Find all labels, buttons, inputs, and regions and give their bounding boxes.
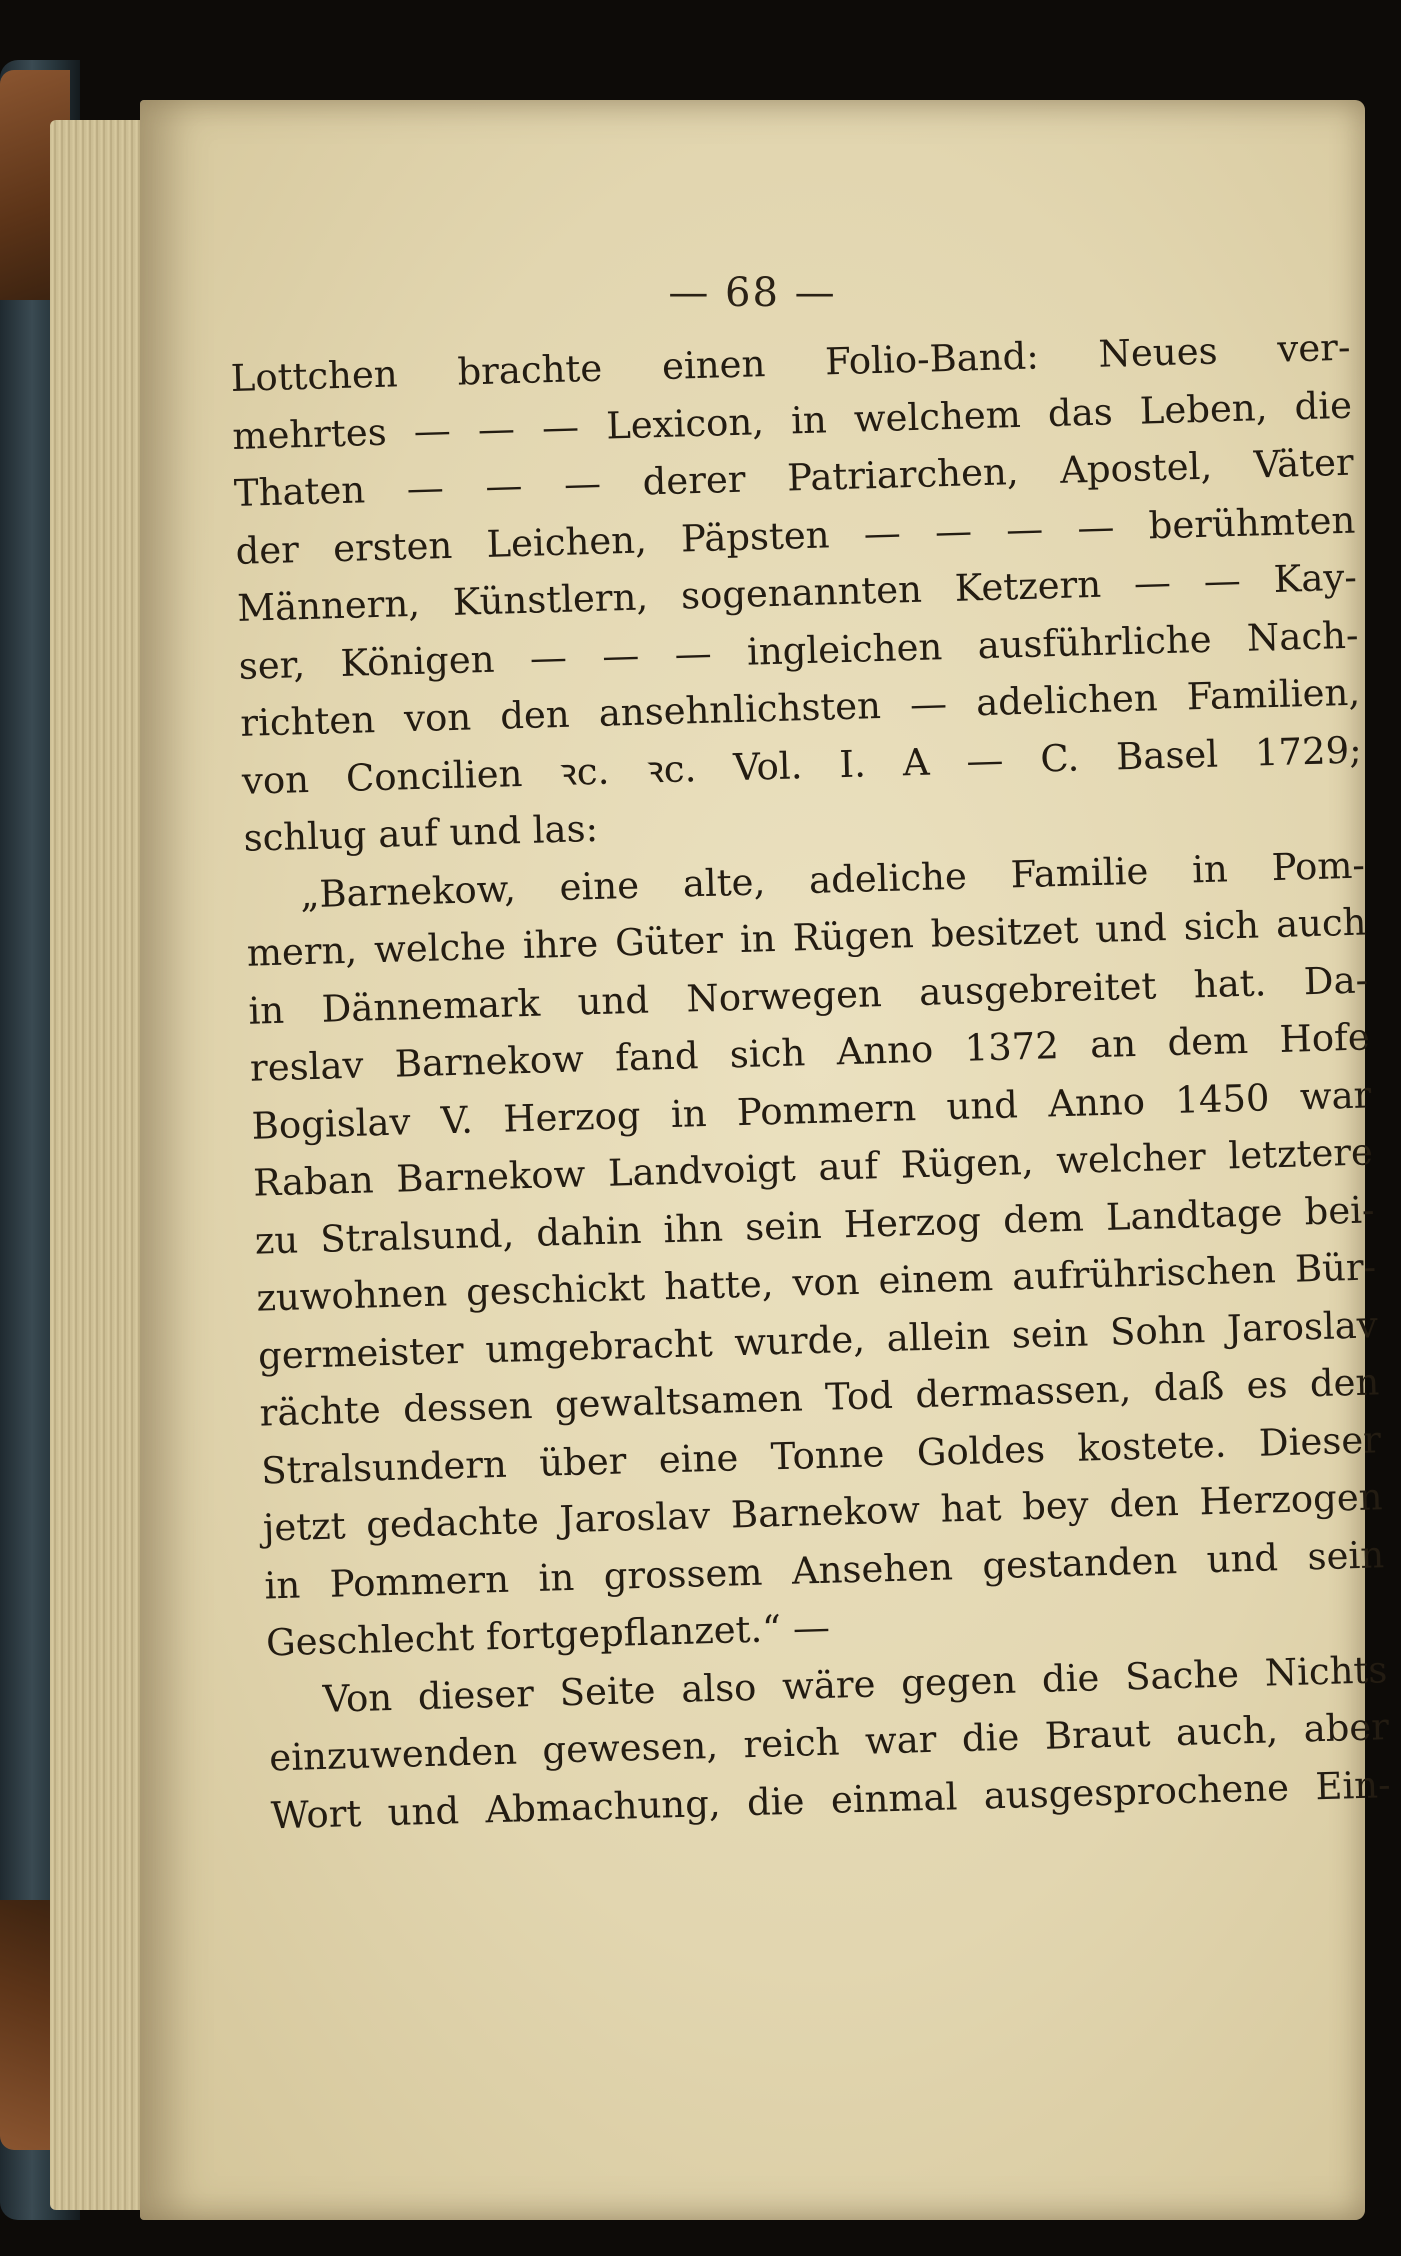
- text-line: „Barnekow, eine alte, adeliche Familie in Pom-: [299, 843, 1366, 916]
- text-line: Stralsundern über eine Tonne Goldes kostete. Dieser: [260, 1417, 1382, 1493]
- text-line: richten von den ansehnlichsten — adelichen Familien,: [239, 670, 1361, 745]
- text-line: mehrtes — — — Lexicon, in welchem das Leben, die: [231, 383, 1353, 458]
- text-line: Raban Barnekow Landvoigt auf Rügen, welcher letztere: [252, 1130, 1374, 1205]
- text-line: von Concilien ꝛc. ꝛc. Vol. I. A — C. Basel 1729;: [241, 728, 1363, 803]
- text-line: Geschlecht fortgepflanzet.“ —: [265, 1605, 831, 1665]
- text-line: in Dännemark und Norwegen ausgebreitet hat. Da-: [247, 957, 1369, 1033]
- text-line: Männern, Künstlern, sogenannten Ketzern — — Kay-: [236, 555, 1358, 630]
- text-line: zuwohnen geschickt hatte, von einem aufrührischen Bür-: [255, 1245, 1377, 1320]
- text-line: einzuwenden gewesen, reich war die Braut auch, aber: [268, 1705, 1390, 1780]
- text-line: Thaten — — — derer Patriarchen, Apostel, Väter: [233, 440, 1355, 515]
- text-line: rächte dessen gewaltsamen Tod dermassen, daß es den: [259, 1360, 1380, 1435]
- text-line: reslav Barnekow fand sich Anno 1372 an dem Hofe: [249, 1015, 1371, 1090]
- text-line: Bogislav V. Herzog in Pommern und Anno 1450 war: [251, 1072, 1372, 1148]
- text-line: ser, Königen — — — ingleichen ausführliche Nach-: [238, 613, 1359, 688]
- text-line: Von dieser Seite also wäre gegen die Sache Nichts: [322, 1647, 1388, 1721]
- text-line: zu Stralsund, dahin ihn sein Herzog dem Landtage bei-: [254, 1187, 1376, 1263]
- text-line: Lottchen brachte einen Folio-Band: Neues ver-: [230, 325, 1351, 400]
- text-line: jetzt gedachte Jaroslav Barnekow hat bey den Herzogen: [262, 1475, 1384, 1550]
- text-block: [230, 319, 1391, 1845]
- page-number: — 68 —: [668, 270, 837, 316]
- text-line: in Pommern in grossem Ansehen gestanden und sein: [263, 1532, 1385, 1608]
- text-line: schlug auf und las:: [243, 806, 599, 860]
- text-line: der ersten Leichen, Päpsten — — — — berühmten: [235, 498, 1356, 573]
- text-line: Wort und Abmachung, die einmal ausgesprochene Ein-: [270, 1762, 1392, 1837]
- text-line: mern, welche ihre Güter in Rügen besitzet und sich auch: [246, 900, 1368, 975]
- text-line: germeister umgebracht wurde, allein sein Sohn Jaroslav: [257, 1302, 1379, 1378]
